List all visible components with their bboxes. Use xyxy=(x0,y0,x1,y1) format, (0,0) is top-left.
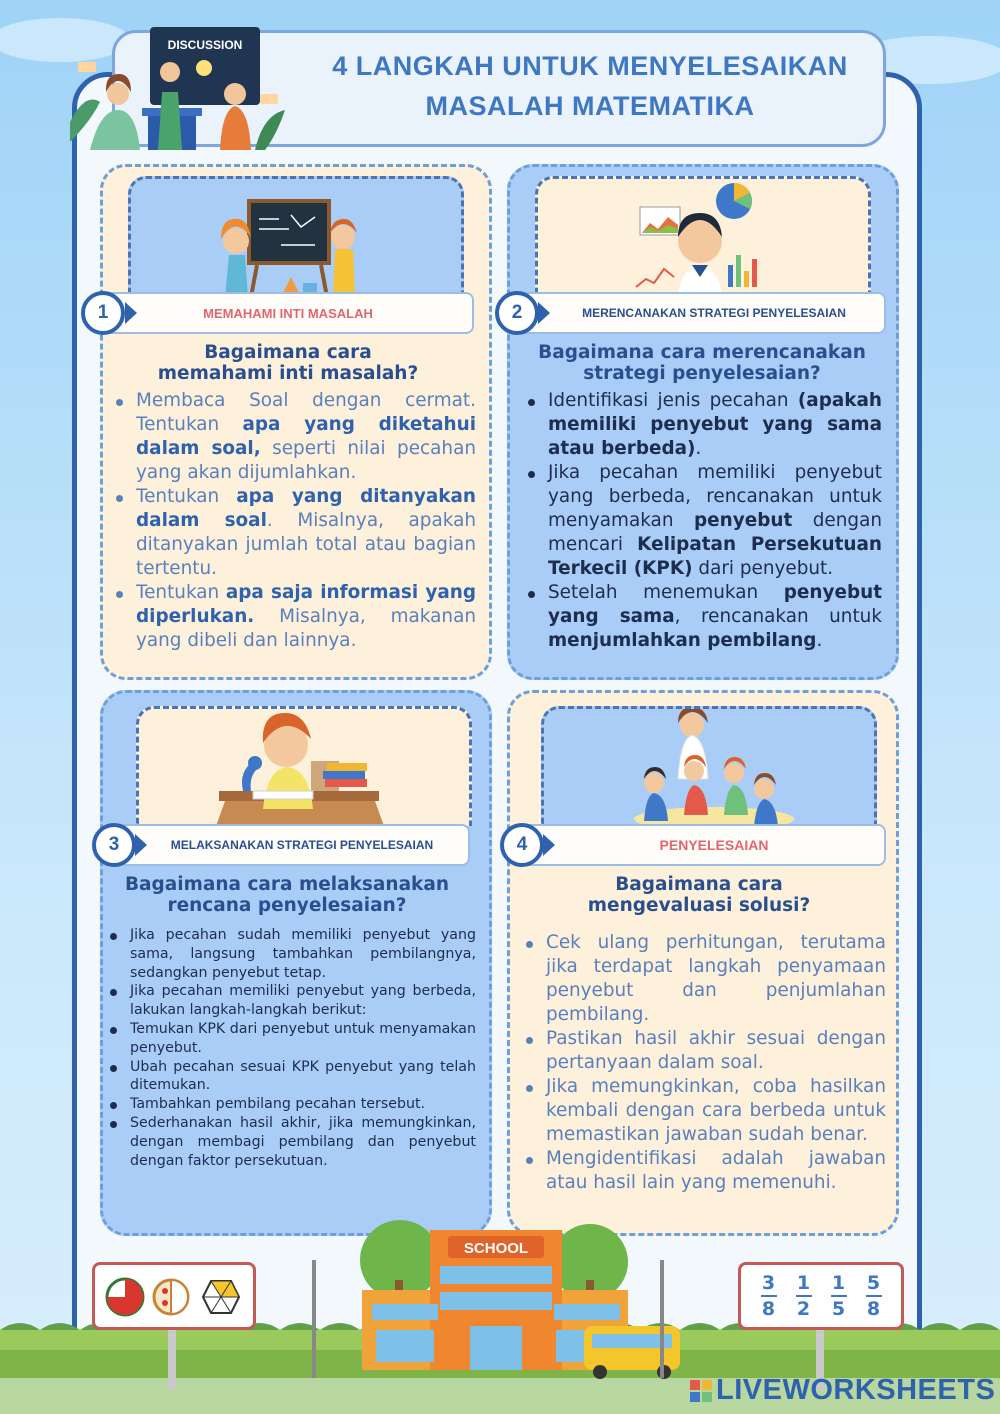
step-1-arrow-icon xyxy=(125,302,137,324)
step-2-bullet: Jika pecahan memiliki penyebut yang berbeda, rencanakan untuk menyamakan penyebut dengan mencari Kelipatan Persekutuan Terkecil (KPK) dari penyebut. xyxy=(522,461,882,581)
step-4-bullet: Jika memungkinkan, coba hasilkan kembali dengan cara berbeda untuk memastikan jawaban sudah benar. xyxy=(520,1075,886,1147)
studying-boy-illustration xyxy=(139,709,472,826)
step-3-number-badge: 3 xyxy=(92,823,136,867)
discussion-illustration xyxy=(70,22,285,150)
step-4-illustration-frame xyxy=(541,706,877,826)
fraction-pie-icons xyxy=(95,1265,253,1327)
pizza-fractions-sign xyxy=(92,1262,256,1330)
step-3-bullet: Sederhanakan hasil akhir, jika memungkinkan, dengan membagi pembilang dan penyebut dengan faktor persekutuan. xyxy=(104,1114,476,1170)
step-1-label: MEMAHAMI INTI MASALAH xyxy=(203,305,373,321)
step-1-bullet: Tentukan apa yang ditanyakan dalam soal. Misalnya, apakah ditanyakan jumlah total atau bagian tertentu. xyxy=(110,485,476,581)
step-3-label: MELAKSANAKAN STRATEGI PENYELESAIAN xyxy=(170,838,434,852)
step-2-number-badge: 2 xyxy=(495,291,539,335)
step-3-question-line-1: Bagaimana cara melaksanakan xyxy=(124,874,450,895)
step-2-arrow-icon xyxy=(538,302,550,324)
step-3-arrow-icon xyxy=(135,834,147,856)
step-2-bullet: Setelah menemukan penyebut yang sama, rencanakan untuk menjumlahkan pembilang. xyxy=(522,581,882,653)
step-4-bullet: Cek ulang perhitungan, terutama jika terdapat langkah penyamaan penyebut dan penjumlahan pembilang. xyxy=(520,931,886,1027)
step-1-bullet: Tentukan apa saja informasi yang diperlukan. Misalnya, makanan yang dibeli dan lainnya. xyxy=(110,581,476,653)
teacher-kids-illustration xyxy=(544,709,877,826)
step-2-question-line-1: Bagaimana cara merencanakan xyxy=(538,342,866,363)
step-4-label-bar xyxy=(512,824,886,866)
step-3-bullet-list xyxy=(104,926,476,1170)
step-4-label: PENYELESAIAN xyxy=(659,837,769,853)
title-line-2: MASALAH MATEMATIKA xyxy=(425,91,755,121)
board-text: DISCUSSION xyxy=(167,38,243,52)
step-4-bullet: Pastikan hasil akhir sesuai dengan pertanyaan dalam soal. xyxy=(520,1027,886,1075)
step-2-illustration-frame xyxy=(535,176,871,296)
liveworksheets-logo-icon xyxy=(690,1380,712,1402)
step-3-bullet: Temukan KPK dari penyebut untuk menyamakan penyebut. xyxy=(104,1020,476,1058)
step-4-question-line-1: Bagaimana cara xyxy=(615,874,783,895)
fraction: $\frac{1}{2}$ xyxy=(796,1272,811,1320)
step-2-label-bar xyxy=(512,292,886,334)
step-1-question-line-1: Bagaimana cara xyxy=(204,342,372,363)
footer-brand-text: LIVEWORKSHEETS xyxy=(716,1374,996,1406)
page-title xyxy=(270,46,910,126)
step-2-bullet: Identifikasi jenis pecahan (apakah memiliki penyebut yang sama atau berbeda). xyxy=(522,389,882,461)
step-3-question-line-2: rencana penyelesaian? xyxy=(167,895,407,916)
step-1-bullet-list xyxy=(110,389,476,653)
step-4-question-line-2: mengevaluasi solusi? xyxy=(587,895,811,916)
step-4-arrow-icon xyxy=(543,834,555,856)
step-4-bullet: Mengidentifikasi adalah jawaban atau hasil lain yang memenuhi. xyxy=(520,1147,886,1195)
step-1-question-line-2: memahami inti masalah? xyxy=(157,363,419,384)
step-1-question xyxy=(102,342,474,384)
step-2-question xyxy=(512,342,892,384)
liveworksheets-logo[interactable] xyxy=(690,1374,995,1407)
step-3-bullet: Tambahkan pembilang pecahan tersebut. xyxy=(104,1095,476,1114)
fraction-numbers-sign xyxy=(738,1262,904,1330)
step-3-question xyxy=(104,874,470,916)
step-4-number-badge: 4 xyxy=(500,823,544,867)
step-4-bullet-list xyxy=(520,931,886,1195)
step-4-question xyxy=(512,874,886,916)
step-1-label-bar xyxy=(102,292,474,334)
step-1-illustration-frame xyxy=(128,176,464,296)
step-2-question-line-2: strategi penyelesaian? xyxy=(583,363,821,384)
step-3-bullet: Jika pecahan sudah memiliki penyebut yang sama, langsung tambahkan pembilangnya, sedangkan penyebut tetap. xyxy=(104,926,476,982)
step-1-number-badge: 1 xyxy=(81,291,125,335)
step-2-bullet-list xyxy=(522,389,882,653)
fraction: $\frac{3}{8}$ xyxy=(761,1272,776,1320)
step-3-illustration-frame xyxy=(136,706,472,826)
fraction: $\frac{5}{8}$ xyxy=(866,1272,881,1320)
chalkboard-kids-illustration xyxy=(131,179,464,296)
step-3-bullet: Jika pecahan memiliki penyebut yang berbeda, lakukan langkah-langkah berikut: xyxy=(104,982,476,1020)
charts-boy-illustration xyxy=(538,179,871,296)
step-3-bullet: Ubah pecahan sesuai KPK penyebut yang telah ditemukan. xyxy=(104,1058,476,1096)
school-sign-text: SCHOOL xyxy=(463,1240,529,1257)
step-2-label: MERENCANAKAN STRATEGI PENYELESAIAN xyxy=(582,306,846,320)
step-1-bullet: Membaca Soal dengan cermat. Tentukan apa yang diketahui dalam soal, seperti nilai pecahan yang akan dijumlahkan. xyxy=(110,389,476,485)
fraction: $\frac{1}{5}$ xyxy=(831,1272,846,1320)
step-3-label-bar xyxy=(104,824,470,866)
title-line-1: 4 LANGKAH UNTUK MENYELESAIKAN xyxy=(332,51,848,81)
